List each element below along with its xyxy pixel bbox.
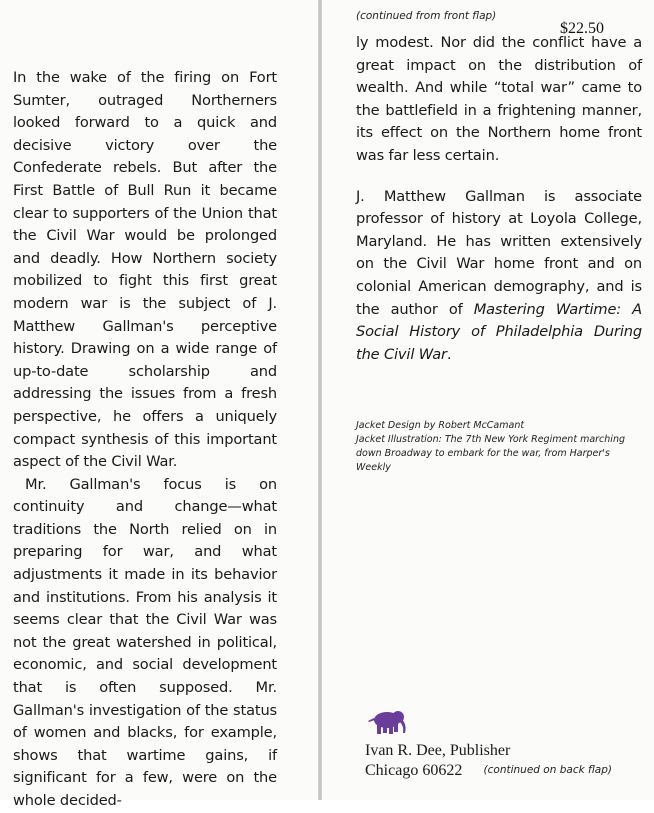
jacket-credits	[356, 419, 636, 475]
publisher-name: Ivan R. Dee, Publisher	[365, 742, 511, 759]
continuation-paragraph: ly modest. Nor did the conflict have a great impact on the distribution of wealth. And while “total war” came to the battlefield in a frightening manner, its effect on the Northern home front was far less certain.	[356, 34, 642, 164]
back-flap-text	[356, 32, 642, 366]
author-bio-text: J. Matthew Gallman is associate professor of history at Loyola College, Maryland. He has written extensively on the Civil War home front and on colonial American demography, and is the author of	[356, 187, 642, 318]
author-bio-end: .	[446, 345, 452, 363]
continued-on-back-note: (continued on back flap)	[483, 764, 612, 776]
author-bio	[356, 186, 642, 367]
jacket-design-credit: Jacket Design by Robert McCamant	[356, 420, 525, 431]
elephant-icon	[364, 707, 408, 737]
continued-from-front-note: (continued from front flap)	[356, 10, 497, 22]
price: $22.50	[560, 20, 604, 37]
description-paragraph-1: In the wake of the firing on Fort Sumter, outraged Northerners looked forward to a quick and decisive victory over the Confederate rebels. But after the First Battle of Bull Run it became clear to supporters of the Union that the Civil War would be prolonged and deadly. How Northern society mobilized to fight this first great modern war is the subject of J. Matthew Gallman's perceptive history. Drawing on a wide range of up-to-date scholarship and addressing the issues from a fresh perspective, he offers a uniquely compact synthesis of this important aspect of the Civil War.	[13, 69, 277, 471]
book-title: Mastering Wartime: A Social History of Philadelphia During the Civil War	[356, 300, 642, 363]
front-flap-text	[13, 67, 277, 813]
jacket-illustration-credit: Jacket Illustration: The 7th New York Regiment marching down Broadway to embark for the war, from Harper's Weekly	[356, 434, 625, 473]
publisher-city: Chicago 60622	[365, 762, 463, 779]
publisher-imprint	[365, 741, 510, 781]
description-paragraph-2: Mr. Gallman's focus is on continuity and change—what traditions the North relied on in preparing for war, and what adjustments it made in its behavior and institutions. From his analysis it seems clear that the Civil War was not the great watershed in political, economic, and social development that is often supposed. Mr. Gallman's investigation of the status of women and blacks, for example, shows that wartime gains, if significant for a few, were on the whole decided-	[13, 475, 277, 809]
